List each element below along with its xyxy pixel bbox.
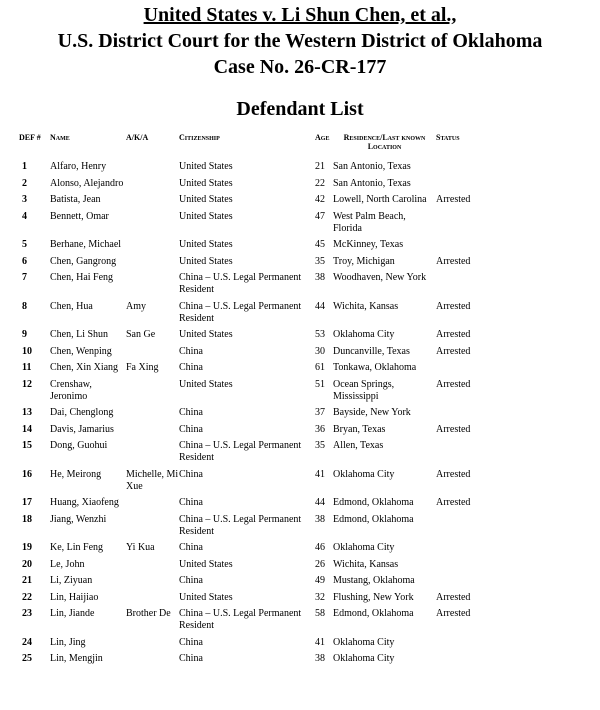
defendant-status: Arrested <box>436 194 471 205</box>
table-row <box>19 301 599 330</box>
defendant-residence: Lowell, North Carolina <box>333 194 427 205</box>
defendant-name: Berhane, Michael <box>50 239 122 250</box>
defendant-aka <box>126 575 179 592</box>
def-number: 10 <box>22 345 32 357</box>
defendant-age: 45 <box>315 239 325 250</box>
defendant-status <box>436 161 599 178</box>
defendant-name: Chen, Xin Xiang <box>50 362 119 373</box>
defendant-age: 21 <box>315 161 325 172</box>
def-number: 18 <box>22 513 32 525</box>
defendant-aka <box>126 407 179 424</box>
defendant-residence: Mustang, Oklahoma <box>333 575 415 586</box>
defendant-status <box>436 637 599 654</box>
defendant-age: 26 <box>315 558 325 570</box>
table-row <box>19 272 599 301</box>
def-number: 8 <box>22 300 27 312</box>
def-number: 2 <box>22 177 27 189</box>
defendant-name: Ke, Lin Feng <box>50 542 104 553</box>
def-number: 15 <box>22 440 32 451</box>
defendant-age: 58 <box>315 608 325 619</box>
def-number: 4 <box>22 210 27 222</box>
defendant-aka <box>126 559 179 576</box>
defendant-aka <box>126 239 179 256</box>
table-row <box>19 497 599 514</box>
defendant-aka <box>126 211 179 240</box>
defendant-residence: Flushing, New York <box>333 591 414 603</box>
defendant-status <box>436 407 599 424</box>
defendant-status: Arrested <box>436 423 471 435</box>
defendant-residence: Tonkawa, Oklahoma <box>333 362 417 373</box>
defendant-residence: Oklahoma City <box>333 653 395 664</box>
defendant-residence: Ocean Springs, Mississippi <box>333 378 395 402</box>
defendant-status <box>436 239 599 256</box>
defendant-citizenship: United States <box>179 591 233 603</box>
def-number: 16 <box>22 468 32 480</box>
defendant-citizenship: United States <box>179 558 233 570</box>
def-number: 13 <box>22 407 32 418</box>
defendant-status <box>436 272 599 301</box>
defendant-citizenship: China – U.S. Legal Permanent Resident <box>179 608 302 631</box>
defendant-residence: Bryan, Texas <box>333 423 386 435</box>
defendant-age: 36 <box>315 423 325 435</box>
defendant-age: 35 <box>315 255 325 267</box>
defendant-name: Batista, Jean <box>50 194 101 205</box>
defendant-age: 38 <box>315 272 325 283</box>
defendant-name: Chen, Hua <box>50 300 93 312</box>
defendant-name: Bennett, Omar <box>50 210 109 222</box>
defendant-age: 44 <box>315 497 325 508</box>
defendant-table <box>19 133 599 670</box>
defendant-status: Arrested <box>436 345 471 357</box>
defendant-status: Arrested <box>436 608 471 619</box>
defendant-status <box>436 178 599 195</box>
defendant-name: Lin, Haijiao <box>50 591 99 603</box>
defendant-residence: Troy, Michigan <box>333 255 395 267</box>
defendant-aka <box>126 272 179 301</box>
defendant-residence: McKinney, Texas <box>333 239 404 250</box>
defendant-citizenship: China <box>179 497 203 508</box>
col-header-def: DEF # <box>19 133 41 142</box>
table-row <box>19 211 599 240</box>
defendant-citizenship: United States <box>179 194 233 205</box>
defendant-age: 61 <box>315 362 325 373</box>
defendant-citizenship: China <box>179 468 203 480</box>
defendant-age: 41 <box>315 468 325 480</box>
defendant-name: Li, Ziyuan <box>50 575 93 586</box>
defendant-citizenship: China <box>179 575 203 586</box>
defendant-residence: Oklahoma City <box>333 468 395 480</box>
defendant-status <box>436 542 599 559</box>
table-row <box>19 407 599 424</box>
defendant-citizenship: United States <box>179 177 233 189</box>
defendant-name: Dai, Chenglong <box>50 407 114 418</box>
table-row <box>19 637 599 654</box>
defendant-name: Lin, Jiande <box>50 608 95 619</box>
defendant-status: Arrested <box>436 468 471 480</box>
def-number: 7 <box>22 272 27 283</box>
def-number: 6 <box>22 255 27 267</box>
defendant-aka <box>126 637 179 654</box>
defendant-name: Alfaro, Henry <box>50 161 107 172</box>
def-number: 19 <box>22 542 32 553</box>
defendant-citizenship: China <box>179 542 203 553</box>
defendant-name: Lin, Mengjin <box>50 653 103 664</box>
defendant-citizenship: China <box>179 636 203 648</box>
defendant-citizenship: China <box>179 407 203 418</box>
defendant-aka: Michelle, Mi Xue <box>126 468 179 492</box>
defendant-age: 35 <box>315 440 325 451</box>
defendant-citizenship: United States <box>179 161 233 172</box>
defendant-name: Chen, Li Shun <box>50 329 109 340</box>
defendant-name: Davis, Jamarius <box>50 423 114 435</box>
defendant-aka <box>126 161 179 178</box>
defendant-citizenship: United States <box>179 329 233 340</box>
defendant-name: Le, John <box>50 558 85 570</box>
defendant-status <box>436 440 599 469</box>
defendant-residence: Edmond, Oklahoma <box>333 497 414 508</box>
defendant-citizenship: China <box>179 362 203 373</box>
table-row <box>19 592 599 609</box>
table-row <box>19 239 599 256</box>
defendant-status: Arrested <box>436 378 471 390</box>
def-number: 12 <box>22 378 32 390</box>
defendant-age: 47 <box>315 210 325 222</box>
defendant-status <box>436 575 599 592</box>
case-header <box>0 0 600 80</box>
defendant-age: 22 <box>315 177 325 189</box>
defendant-age: 44 <box>315 300 325 312</box>
def-number: 3 <box>22 194 27 205</box>
col-header-aka: A/K/A <box>126 133 149 142</box>
case-title: United States v. Li Shun Chen, et al., <box>143 4 457 26</box>
defendant-aka <box>126 346 179 363</box>
defendant-aka <box>126 379 179 408</box>
defendant-aka <box>126 178 179 195</box>
defendant-name: Alonso, Alejandro <box>50 177 124 189</box>
defendant-residence: Edmond, Oklahoma <box>333 608 414 619</box>
defendant-citizenship: China <box>179 653 203 664</box>
defendant-age: 30 <box>315 345 325 357</box>
defendant-citizenship: China <box>179 423 203 435</box>
defendant-age: 46 <box>315 542 325 553</box>
defendant-citizenship: United States <box>179 255 233 267</box>
defendant-aka <box>126 653 179 670</box>
defendant-aka: Amy <box>126 300 146 312</box>
defendant-residence: Wichita, Kansas <box>333 300 399 312</box>
table-row <box>19 194 599 211</box>
defendant-name: Chen, Gangrong <box>50 255 117 267</box>
table-row <box>19 440 599 469</box>
defendant-name: Crenshaw, Jeronimo <box>50 378 92 402</box>
defendant-citizenship: China <box>179 345 203 357</box>
defendant-status <box>436 653 599 670</box>
def-number: 22 <box>22 591 32 603</box>
def-number: 5 <box>22 239 27 250</box>
table-row <box>19 329 599 346</box>
defendant-age: 49 <box>315 575 325 586</box>
table-row <box>19 469 599 498</box>
defendant-age: 38 <box>315 653 325 664</box>
defendant-aka <box>126 256 179 273</box>
defendant-status <box>436 559 599 576</box>
defendant-residence: Wichita, Kansas <box>333 558 399 570</box>
defendant-residence: San Antonio, Texas <box>333 177 411 189</box>
defendant-citizenship: United States <box>179 378 233 390</box>
defendant-age: 37 <box>315 407 325 418</box>
case-number: Case No. 26-CR-177 <box>213 56 387 78</box>
col-header-status: Status <box>436 133 460 142</box>
defendant-residence: Edmond, Oklahoma <box>333 513 414 525</box>
defendant-status: Arrested <box>436 255 471 267</box>
defendant-age: 41 <box>315 636 325 648</box>
defendant-name: Lin, Jing <box>50 636 86 648</box>
def-number: 23 <box>22 608 32 619</box>
defendant-residence: Oklahoma City <box>333 542 395 553</box>
defendant-citizenship: United States <box>179 239 233 250</box>
list-title: Defendant List <box>236 98 364 120</box>
def-number: 9 <box>22 329 27 340</box>
defendant-aka <box>126 514 179 543</box>
defendant-name: Jiang, Wenzhi <box>50 513 107 525</box>
col-header-name: Name <box>50 133 70 142</box>
defendant-aka <box>126 194 179 211</box>
defendant-age: 51 <box>315 378 325 390</box>
table-row <box>19 362 599 379</box>
defendant-aka <box>126 440 179 469</box>
table-row <box>19 514 599 543</box>
table-row <box>19 559 599 576</box>
defendant-status <box>436 362 599 379</box>
defendant-citizenship: China – U.S. Legal Permanent Resident <box>179 300 302 324</box>
defendant-status <box>436 514 599 543</box>
defendant-residence: West Palm Beach, Florida <box>333 210 406 234</box>
table-row <box>19 379 599 408</box>
table-row <box>19 542 599 559</box>
table-row <box>19 256 599 273</box>
table-row <box>19 653 599 670</box>
table-row <box>19 424 599 441</box>
defendant-residence: Oklahoma City <box>333 329 395 340</box>
defendant-aka <box>126 592 179 609</box>
table-row <box>19 575 599 592</box>
def-number: 17 <box>22 497 32 508</box>
defendant-age: 32 <box>315 591 325 603</box>
defendant-citizenship: China – U.S. Legal Permanent Resident <box>179 440 302 463</box>
defendant-citizenship: China – U.S. Legal Permanent Resident <box>179 272 302 295</box>
def-number: 21 <box>22 575 32 586</box>
defendant-aka: San Ge <box>126 329 156 340</box>
def-number: 11 <box>22 362 32 373</box>
defendant-status: Arrested <box>436 300 471 312</box>
defendant-residence: San Antonio, Texas <box>333 161 411 172</box>
defendant-residence: Bayside, New York <box>333 407 411 418</box>
def-number: 1 <box>22 161 27 172</box>
defendant-residence: Allen, Texas <box>333 440 384 451</box>
defendant-age: 42 <box>315 194 325 205</box>
defendant-name: He, Meirong <box>50 468 102 480</box>
defendant-age: 38 <box>315 513 325 525</box>
defendant-name: Dong, Guohui <box>50 440 108 451</box>
defendant-aka <box>126 497 179 514</box>
defendant-aka <box>126 424 179 441</box>
table-row <box>19 161 599 178</box>
def-number: 25 <box>22 653 32 664</box>
defendant-age: 53 <box>315 329 325 340</box>
def-number: 14 <box>22 423 32 435</box>
table-row <box>19 608 599 637</box>
defendant-status: Arrested <box>436 329 471 340</box>
defendant-residence: Duncanville, Texas <box>333 345 410 357</box>
col-header-age: Age <box>315 133 330 142</box>
defendant-status: Arrested <box>436 591 471 603</box>
defendant-name: Huang, Xiaofeng <box>50 497 119 508</box>
defendant-name: Chen, Wenping <box>50 345 112 357</box>
defendant-status <box>436 211 599 240</box>
defendant-name: Chen, Hai Feng <box>50 272 114 283</box>
defendant-status: Arrested <box>436 497 471 508</box>
defendant-residence: Oklahoma City <box>333 636 395 648</box>
defendant-citizenship: China – U.S. Legal Permanent Resident <box>179 513 302 537</box>
defendant-aka: Yi Kua <box>126 542 155 553</box>
col-header-citizenship: Citizenship <box>179 133 220 142</box>
table-row <box>19 178 599 195</box>
col-header-residence: Residence/Last known Location <box>343 133 426 151</box>
def-number: 24 <box>22 636 32 648</box>
defendant-aka: Fa Xing <box>126 362 159 373</box>
defendant-aka: Brother De <box>126 608 171 619</box>
defendant-residence: Woodhaven, New York <box>333 272 427 283</box>
court-name: U.S. District Court for the Western District of Oklahoma <box>57 30 543 52</box>
table-header-row <box>19 133 599 161</box>
table-row <box>19 346 599 363</box>
defendant-citizenship: United States <box>179 210 233 222</box>
def-number: 20 <box>22 558 32 570</box>
